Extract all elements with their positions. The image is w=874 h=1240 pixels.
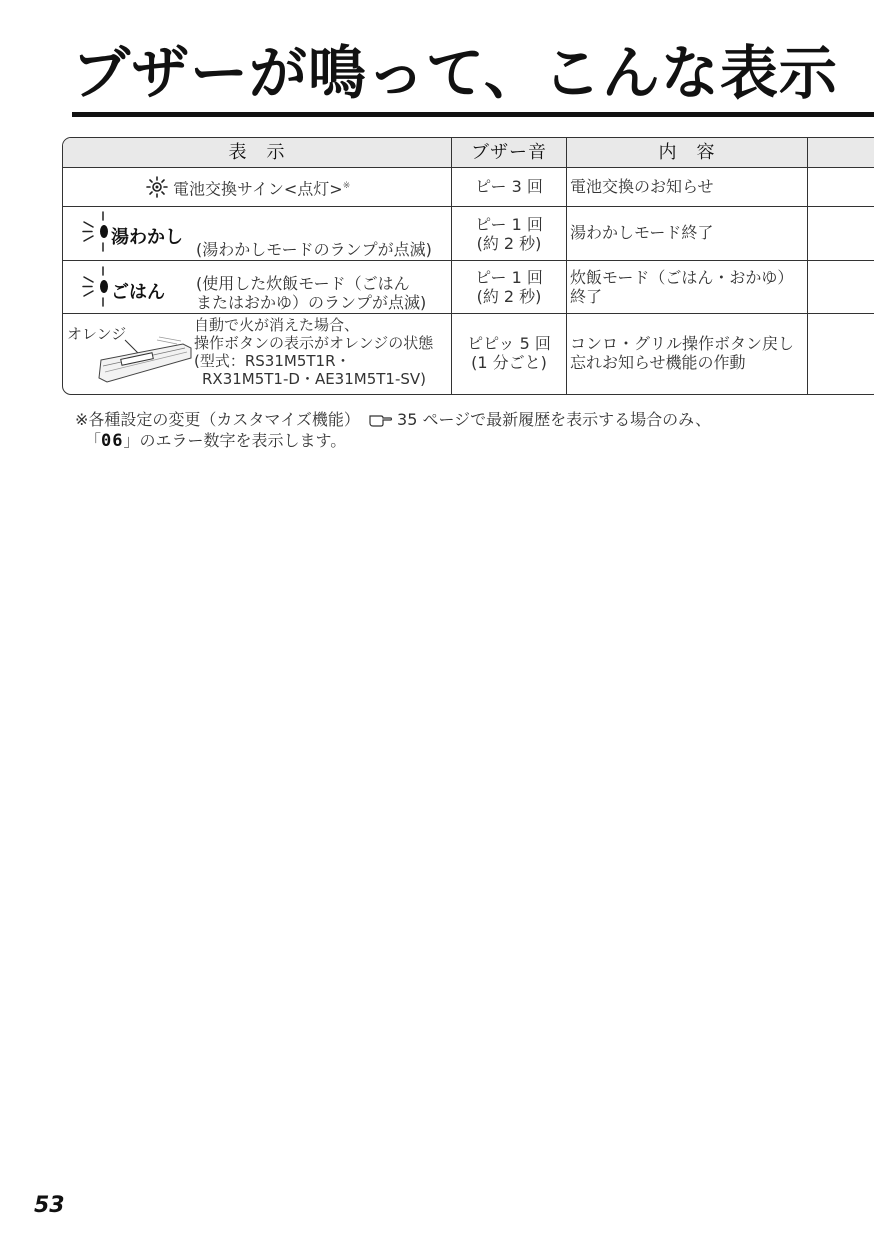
- row4-buzzer-1: ピピッ 5 回: [467, 334, 551, 353]
- row1-display: [173, 177, 350, 198]
- row1-display-text: 電池交換サイン<点灯>: [173, 179, 343, 199]
- sun-blink-icon: [145, 176, 169, 202]
- row1-content: 電池交換のお知らせ: [570, 177, 714, 196]
- row3-display-2: またはおかゆ）のランプが点滅): [196, 293, 427, 312]
- row4-display-1: 自動で火が消えた場合、: [194, 316, 360, 334]
- blinking-lamp-icon: [81, 210, 113, 258]
- row2-display-word: 湯わかし: [111, 227, 183, 248]
- row1-display-mark: ※: [342, 181, 351, 191]
- row4-display-4: RX31M5T1-D・AE31M5T1-SV): [202, 370, 427, 388]
- footnote-bracket-close: 」のエラー数字を表示します。: [123, 431, 347, 450]
- row3-buzzer-2: (約 2 秒): [476, 287, 542, 306]
- row4-buzzer-2: (1 分ごと): [471, 353, 547, 372]
- row2-buzzer-1: ピー 1 回: [475, 215, 543, 234]
- row3-content-2: 終了: [570, 287, 603, 306]
- row-divider: [63, 260, 874, 261]
- column-divider: [807, 138, 808, 394]
- pointing-hand-icon: [369, 412, 393, 433]
- row2-content: 湯わかしモード終了: [570, 223, 714, 242]
- page-number: 53: [34, 1193, 65, 1218]
- row4-display-2: 操作ボタンの表示がオレンジの状態: [194, 334, 434, 352]
- row3-content-1: 炊飯モード（ごはん・おかゆ）: [570, 268, 794, 287]
- row2-display: (湯わかしモードのランプが点滅): [196, 240, 432, 259]
- row4-content-2: 忘れお知らせ機能の作動: [570, 353, 746, 372]
- row3-buzzer-1: ピー 1 回: [475, 268, 543, 287]
- row-divider: [63, 313, 874, 314]
- row2-buzzer-2: (約 2 秒): [476, 234, 542, 253]
- header-buzzer: ブザー音: [471, 142, 547, 163]
- row4-content-1: コンロ・グリル操作ボタン戻し: [570, 334, 795, 353]
- buzzer-table: [62, 137, 874, 395]
- footnote-line-2: [85, 430, 346, 452]
- footnote-ref: 35 ページで最新履歴を表示する場合のみ、: [397, 410, 712, 429]
- orange-button-panel-icon: [95, 336, 195, 392]
- row4-display-3: (型式：RS31M5T1R・: [194, 352, 351, 370]
- row4-orange-label: オレンジ: [67, 325, 127, 343]
- row1-buzzer: ピー 3 回: [475, 177, 543, 196]
- row-divider: [63, 206, 874, 207]
- column-divider: [566, 138, 567, 394]
- footnote-text: ※各種設定の変更（カスタマイズ機能）: [75, 410, 360, 429]
- footnote-bracket-open: 「: [85, 431, 102, 450]
- row3-display-word: ごはん: [111, 282, 165, 303]
- title-underline: [72, 112, 874, 117]
- header-display: 表 示: [228, 142, 286, 163]
- page-title: ブザーが鳴って、こんな表示: [72, 39, 838, 107]
- row3-display-1: (使用した炊飯モード（ごはん: [196, 274, 410, 293]
- header-content: 内 容: [658, 142, 716, 163]
- error-code-display: 06: [101, 431, 124, 451]
- blinking-lamp-icon: [81, 265, 113, 313]
